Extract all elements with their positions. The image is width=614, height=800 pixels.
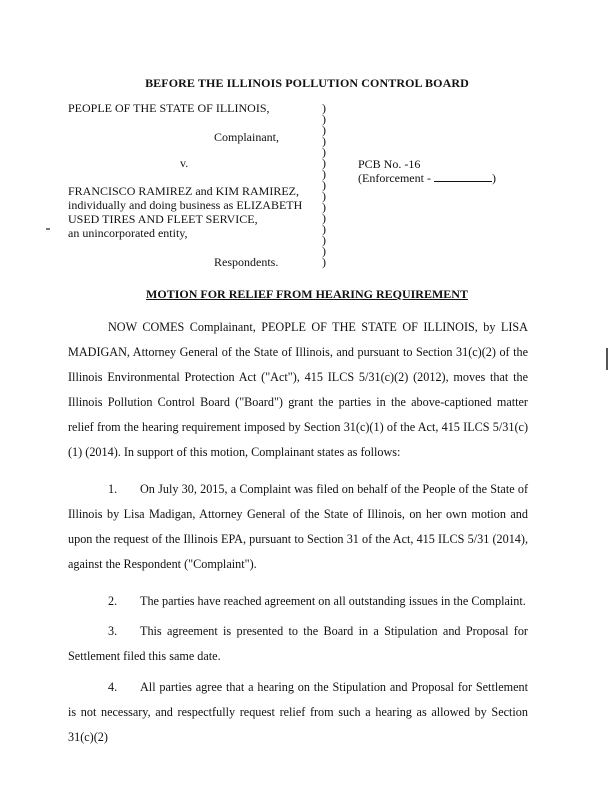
caption-respondent-line-4: an unincorporated entity, (68, 226, 188, 240)
caption-respondents-label: Respondents. (214, 255, 279, 269)
scan-margin-speck (46, 228, 50, 230)
enforcement-blank (434, 171, 492, 182)
numbered-paragraph-4 (68, 675, 528, 750)
paragraph-text: On July 30, 2015, a Complaint was filed on behalf of the People of the State of Illinois by Lisa Madigan, Attorney General of the State of Illinois, on her own motion and upon the request of the Illinois EPA, pursuant to Section 31 of the Act, 415 ILCS 5/31 (2014), against the Respondent ("Complaint"). (68, 482, 528, 571)
case-number-block (358, 157, 496, 185)
caption-respondent-line-3: USED TIRES AND FLEET SERVICE, (68, 212, 258, 226)
motion-title: MOTION FOR RELIEF FROM HEARING REQUIREMENT (146, 287, 468, 301)
scan-margin-mark (606, 348, 608, 370)
case-caption (68, 101, 548, 271)
case-number: PCB No. -16 (358, 157, 421, 171)
caption-complainant-party: PEOPLE OF THE STATE OF ILLINOIS, (68, 101, 270, 115)
caption-respondent-line-1: FRANCISCO RAMIREZ and KIM RAMIREZ, (68, 184, 300, 198)
paragraph-number: 1. (108, 482, 118, 496)
numbered-paragraph-2 (68, 589, 528, 614)
caption-versus: v. (180, 156, 189, 170)
paragraph-number: 3. (108, 624, 118, 638)
paragraph-text: All parties agree that a hearing on the Stipulation and Proposal for Settlement is not necessary, and respectfully request relief from such a hearing as allowed by Section 31(c)(2) (68, 680, 528, 744)
caption-respondent-line-2: individually and doing business as ELIZABETH (68, 198, 303, 212)
numbered-paragraph-1 (68, 477, 528, 577)
board-title: BEFORE THE ILLINOIS POLLUTION CONTROL BOARD (145, 76, 469, 90)
enforcement-line (358, 171, 496, 185)
motion-intro-paragraph: NOW COMES Complainant, PEOPLE OF THE STATE OF ILLINOIS, by LISA MADIGAN, Attorney General of the State of Illinois, and pursuant to Section 31(c)(2) of the Illinois Environmental Protection Act ("Act"), 415 ILCS 5/31(c)(2) (2012), moves that the Illinois Pollution Control Board ("Board") grant the parties in the above-captioned matter relief from the hearing requirement imposed by Section 31(c)(1) of the Act, 415 ILCS 5/31(c)(1) (2014). In support of this motion, Complainant states as follows: (68, 320, 528, 459)
enforcement-suffix: ) (491, 171, 496, 185)
paragraph-text: This agreement is presented to the Board in a Stipulation and Proposal for Settlement filed this same date. (68, 624, 528, 663)
caption-complainant-label: Complainant, (214, 130, 279, 144)
numbered-paragraph-3 (68, 619, 528, 669)
enforcement-prefix: (Enforcement - (358, 171, 431, 185)
paragraph-text: The parties have reached agreement on all outstanding issues in the Complaint. (140, 594, 526, 608)
paragraph-number: 4. (108, 680, 118, 694)
paragraph-number: 2. (108, 594, 118, 608)
caption-parentheses: ) ) ) ) ) ) ) ) ) ) ) ) ) ) ) (322, 101, 326, 269)
